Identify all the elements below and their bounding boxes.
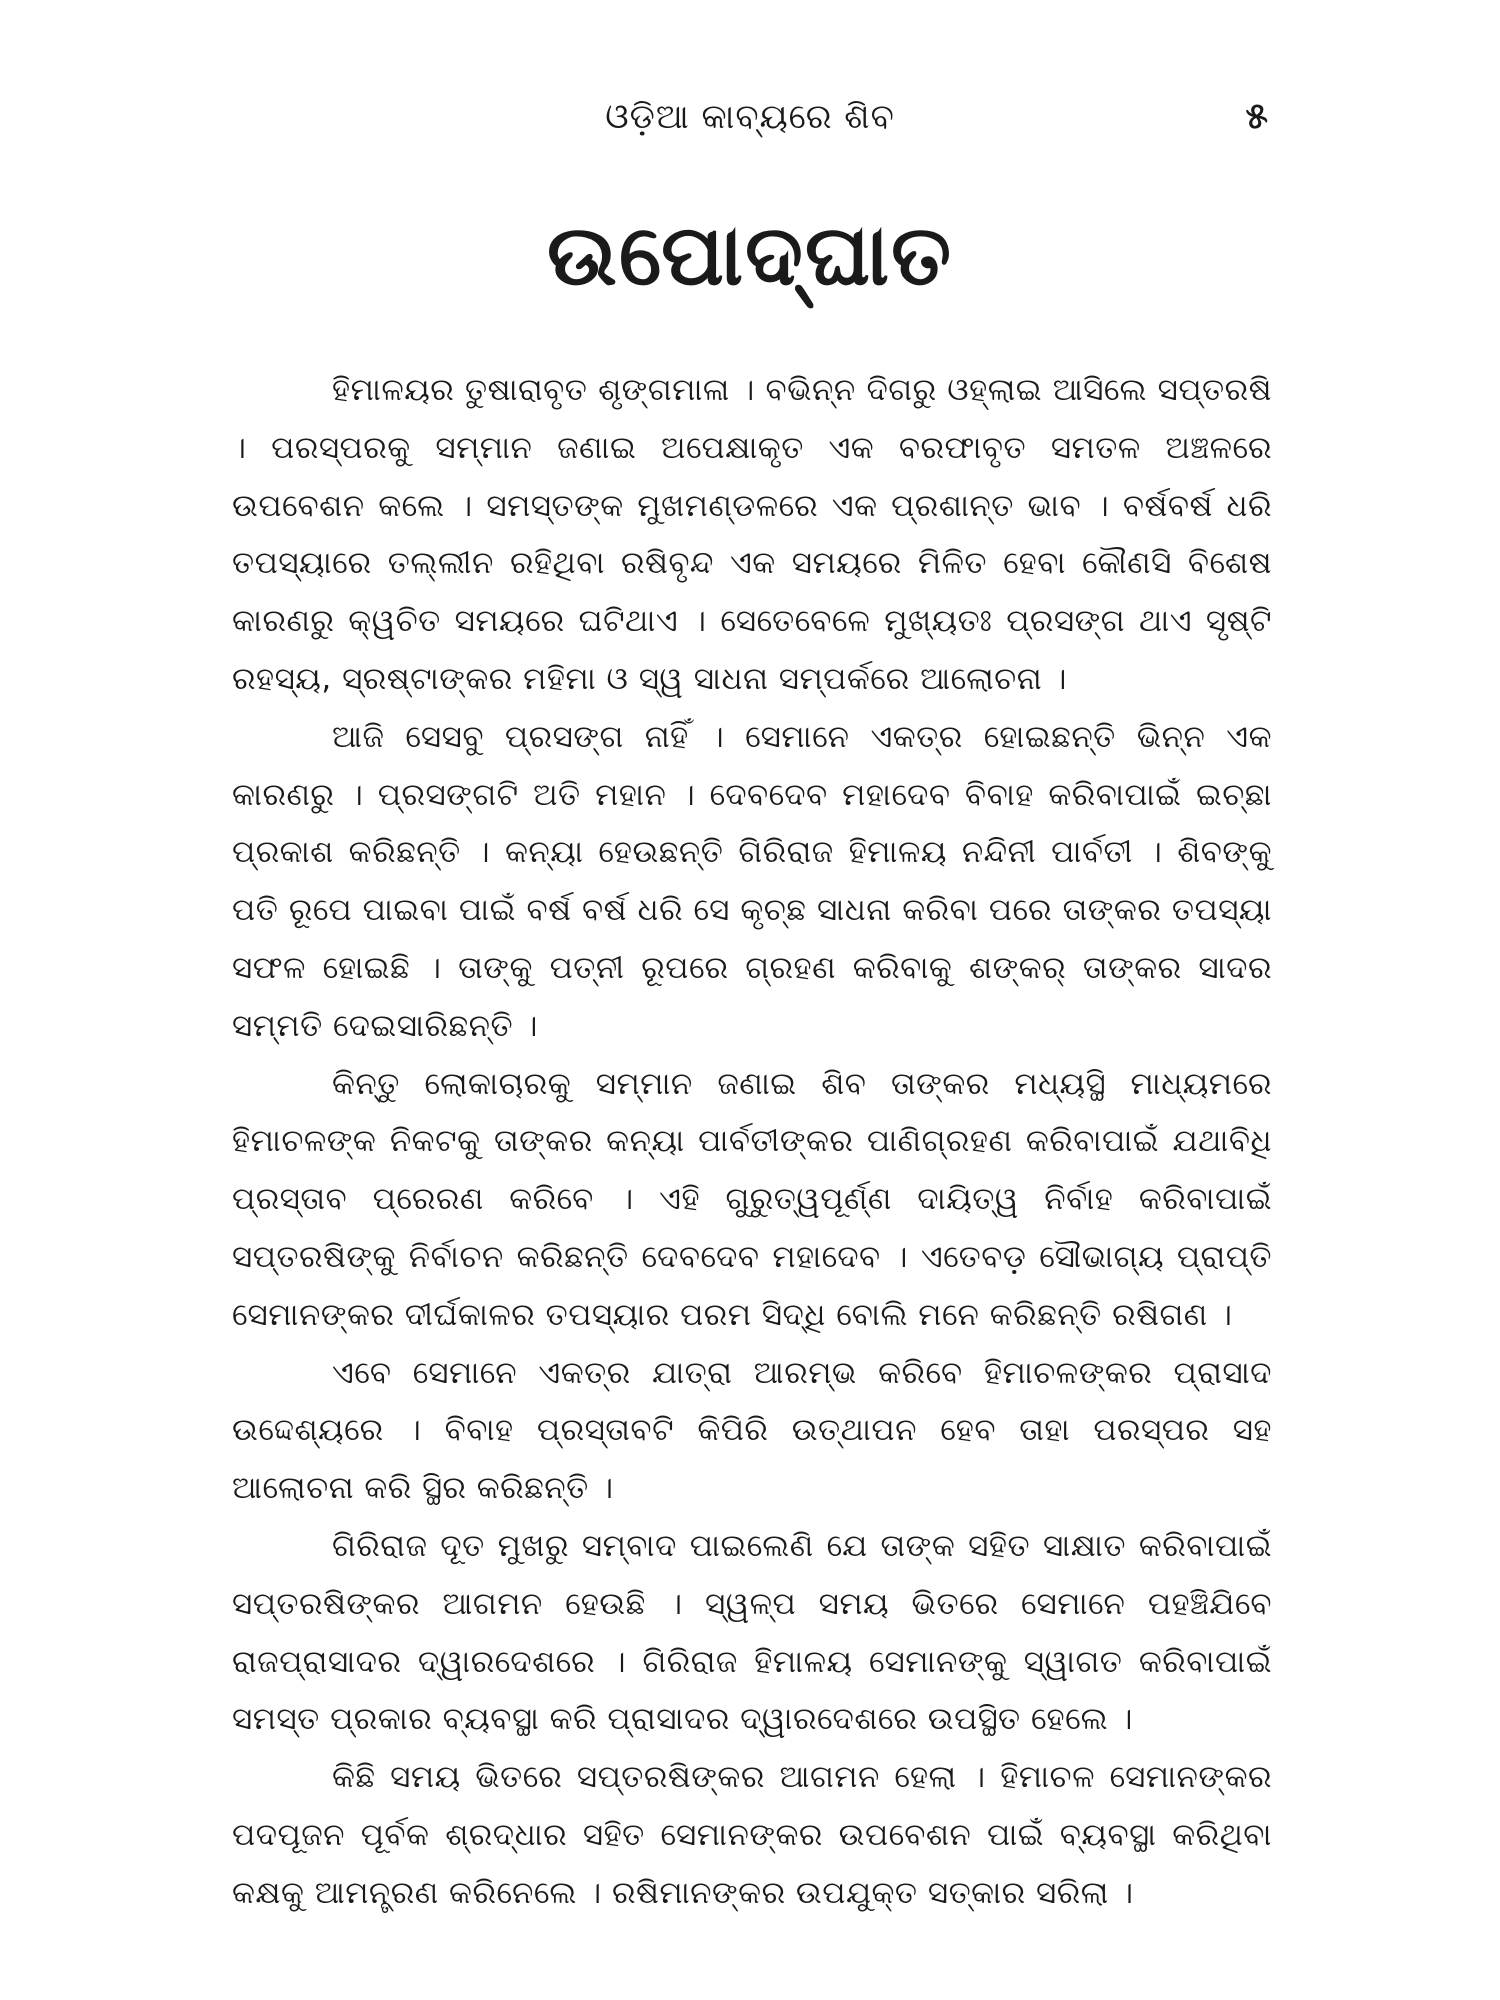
paragraph: ଏବେ ସେମାନେ ଏକତ୍ର ଯାତ୍ରା ଆରମ୍ଭ କରିବେ ହିମାଚଳଙ୍କର ପ୍ରାସାଦ ଉଦ୍ଦେଶ୍ୟରେ । ବିବାହ ପ୍ରସ୍ତାବଟି କିପିରି ଉତ୍‌ଥାପନ ହେବ ତାହା ପରସ୍ପର ସହ ଆଲୋଚନା କରି ସ୍ଥିର କରିଛନ୍ତି । [232, 1354, 1272, 1507]
paragraph: ଆଜି ସେସବୁ ପ୍ରସଙ୍ଗ ନାହିଁ । ସେମାନେ ଏକତ୍ର ହୋଇଛନ୍ତି ଭିନ୍ନ ଏକ କାରଣରୁ । ପ୍ରସଙ୍ଗଟି ଅତି ମହାନ । ଦେବଦେବ ମହାଦେବ ବିବାହ କରିବାପାଇଁ ଇଚ୍ଛା ପ୍ରକାଶ କରିଛନ୍ତି । କନ୍ୟା ହେଉଛନ୍ତି ଗିରିରାଜ ହିମାଳୟ ନନ୍ଦିନୀ ପାର୍ବତୀ । ଶିବଙ୍କୁ ପତି ରୂପେ ପାଇବା ପାଇଁ ବର୍ଷ ବର୍ଷ ଧରି ସେ କୃଚ୍ଛ ସାଧନା କରିବା ପରେ ତାଙ୍କର ତପସ୍ୟା ସଫଳ ହୋଇଛି । ତାଙ୍କୁ ପତ୍ନୀ ରୂପରେ ଗ୍ରହଣ କରିବାକୁ ଶଙ୍କର୍‌ ତାଙ୍କର ସାଦର ସମ୍ମତି ଦେଇସାରିଛନ୍ତି । [232, 718, 1272, 1044]
page-number: ୫ [1245, 96, 1268, 137]
body-text [232, 362, 1272, 1923]
paragraph: କିଛି ସମୟ ଭିତରେ ସପ୍ତରଷିଙ୍କର ଆଗମନ ହେଲା । ହିମାଚଳ ସେମାନଙ୍କର ପଦପୂଜନ ପୂର୍ବକ ଶ୍ରଦ୍ଧାର ସହିତ ସେମାନଙ୍କର ଉପବେଶନ ପାଇଁ ବ୍ୟବସ୍ଥା କରିଥିବା କକ୍ଷକୁ ଆମନ୍ତ୍ରଣ କରିନେଲେ । ରଷିମାନଙ୍କର ଉପଯୁକ୍ତ ସତ୍କାର ସରିଲା । [232, 1759, 1272, 1911]
chapter-title: ଉପୋଦ୍‌ଘାତ [547, 206, 953, 304]
running-header [0, 92, 1500, 142]
paragraph: ହିମାଳୟର ତୁଷାରାବୃତ ଶୃଙ୍ଗମାଳା । ବଭିନ୍ନ ଦିଗରୁ ଓହ୍ଲାଇ ଆସିଲେ ସପ୍ତରଷି । ପରସ୍ପରକୁ ସମ୍ମାନ ଜଣାଇ ଅପେକ୍ଷାକୃତ ଏକ ବରଫାବୃତ ସମତଳ ଅଞ୍ଚଳରେ ଉପବେଶନ କଲେ । ସମସ୍ତଙ୍କ ମୁଖମଣ୍ଡଳରେ ଏକ ପ୍ରଶାନ୍ତ ଭାବ । ବର୍ଷବର୍ଷ ଧରି ତପସ୍ୟାରେ ତଲ୍ଲୀନ ରହିଥିବା ରଷିବୃନ୍ଦ ଏକ ସମୟରେ ମିଳିତ ହେବା କୌଣସି ବିଶେଷ କାରଣରୁ କ୍ୱଚିତ ସମୟରେ ଘଟିଥାଏ । ସେତେବେଳେ ମୁଖ୍ୟତଃ ପ୍ରସଙ୍ଗ ଥାଏ ସୃଷ୍ଟି ରହସ୍ୟ, ସ୍ରଷ୍ଟାଙ୍କର ମହିମା ଓ ସ୍ୱ ସାଧନା ସମ୍ପର୍କରେ ଆଲୋଚନା । [232, 372, 1272, 697]
running-title: ଓଡ଼ିଆ କାବ୍ୟରେ ଶିବ [605, 97, 895, 137]
paragraph: ଗିରିରାଜ ଦୂତ ମୁଖରୁ ସମ୍ବାଦ ପାଇଲେଣି ଯେ ତାଙ୍କ ସହିତ ସାକ୍ଷାତ କରିବାପାଇଁ ସପ୍ତରଷିଙ୍କର ଆଗମନ ହେଉଛି । ସ୍ୱଳ୍ପ ସମୟ ଭିତରେ ସେମାନେ ପହଞ୍ଚିଯିବେ ରାଜପ୍ରାସାଦର ଦ୍ୱାରଦେଶରେ । ଗିରିରାଜ ହିମାଳୟ ସେମାନଙ୍କୁ ସ୍ୱାଗତ କରିବାପାଇଁ ସମସ୍ତ ପ୍ରକାର ବ୍ୟବସ୍ଥା କରି ପ୍ରାସାଦର ଦ୍ୱାରଦେଶରେ ଉପସ୍ଥିତ ହେଲେ । [232, 1527, 1272, 1738]
paragraph: କିନ୍ତୁ ଲୋକାଚାରକୁ ସମ୍ମାନ ଜଣାଇ ଶିବ ତାଙ୍କର ମଧ୍ୟସ୍ଥି ମାଧ୍ୟମରେ ହିମାଚଳଙ୍କ ନିକଟକୁ ତାଙ୍କର କନ୍ୟା ପାର୍ବତୀଙ୍କର ପାଣିଗ୍ରହଣ କରିବାପାଇଁ ଯଥାବିଧି ପ୍ରସ୍ତାବ ପ୍ରେରଣ କରିବେ । ଏହି ଗୁରୁତ୍ୱପୂର୍ଣ୍ଣ ଦାୟିତ୍ୱ ନିର୍ବାହ କରିବାପାଇଁ ସପ୍ତରଷିଙ୍କୁ ନିର୍ବାଚନ କରିଛନ୍ତି ଦେବଦେବ ମହାଦେବ । ଏତେବଡ଼ ସୌଭାଗ୍ୟ ପ୍ରାପ୍ତି ସେମାନଙ୍କର ଦୀର୍ଘକାଳର ତପସ୍ୟାର ପରମ ସିଦ୍ଧି ବୋଲି ମନେ କରିଛନ୍ତି ରଷିଗଣ । [232, 1065, 1272, 1333]
